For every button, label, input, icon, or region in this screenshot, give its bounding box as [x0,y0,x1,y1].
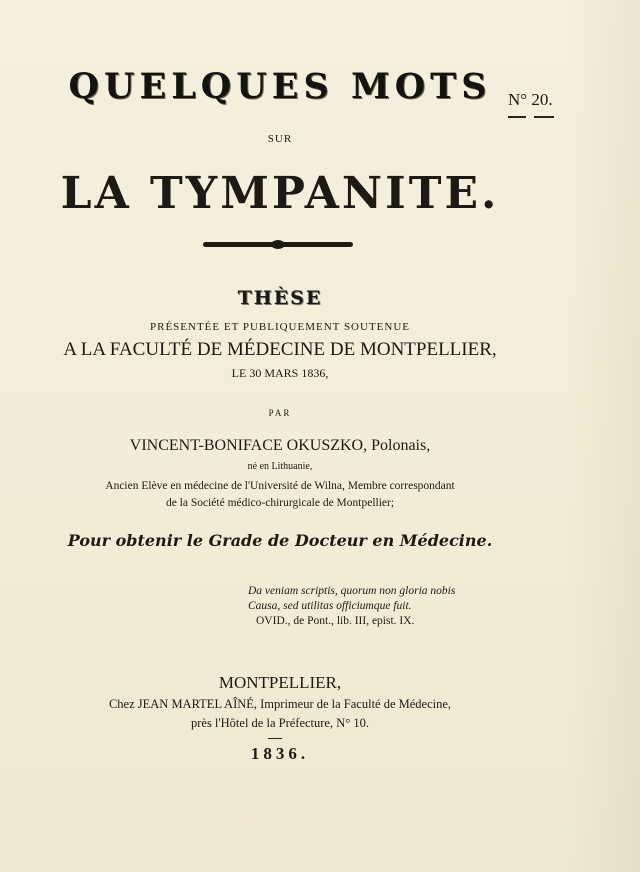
epigraph-line-2: Causa, sed utilitas officiumque fuit. [248,600,412,612]
presentation-line: PRÉSENTÉE ET PUBLIQUEMENT SOUTENUE [149,321,410,333]
page-edge-shading [570,0,640,872]
degree-line: Pour obtenir le Grade de Docteur en Médecine. [67,531,493,550]
author-credentials-2: de la Société médico-chirurgicale de Montpellier; [165,497,395,509]
issue-number: N° 20. [508,90,553,109]
title-line-1: QUELQUES MOTS [68,66,492,107]
by-line: PAR [268,408,292,418]
title-connector: SUR [267,133,293,145]
these-heading: THÈSE [237,287,323,309]
defense-date: LE 30 MARS 1836, [231,366,329,380]
author-name: VINCENT-BONIFACE OKUSZKO, Polonais, [129,437,431,454]
imprint-year: 1836. [250,744,310,763]
issue-number-rule [508,116,554,118]
author-birthplace: né en Lithuanie, [247,461,313,472]
ornamental-rule [203,242,353,247]
year-rule [268,738,282,739]
epigraph-line-1: Da veniam scriptis, quorum non gloria nobis [248,585,456,597]
epigraph-source: OVID., de Pont., lib. III, epist. IX. [256,615,415,627]
title-line-2: LA TYMPANITE. [60,168,500,219]
author-credentials-1: Ancien Elève en médecine de l'Université de Wilna, Membre correspondant [105,480,455,492]
imprint-city: MONTPELLIER, [218,673,342,692]
faculty-line: A LA FACULTÉ DE MÉDECINE DE MONTPELLIER, [63,339,497,360]
imprint-printer: Chez JEAN MARTEL AÎNÉ, Imprimeur de la Faculté de Médecine, [108,697,452,711]
imprint-address: près l'Hôtel de la Préfecture, N° 10. [190,716,370,730]
